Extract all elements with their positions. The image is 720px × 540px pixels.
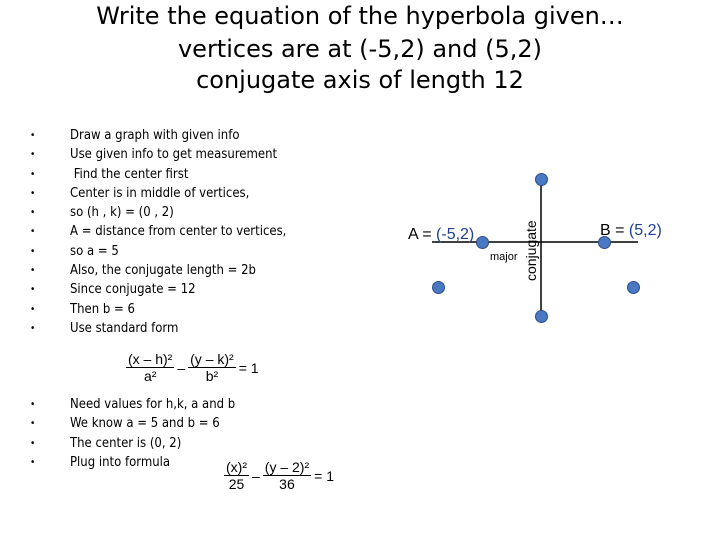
numerator: (x)² bbox=[226, 459, 247, 475]
step-item: • Find the center first bbox=[30, 165, 286, 184]
equals-one: = 1 bbox=[314, 467, 334, 484]
numerator: (y – k)² bbox=[190, 351, 234, 367]
extra-point bbox=[627, 281, 640, 294]
step-item: • Need values for h,k, a and b bbox=[30, 395, 235, 414]
step-item: • Then b = 6 bbox=[30, 300, 286, 319]
step-item: • so (h , k) = (0 , 2) bbox=[30, 203, 286, 222]
step-item: • so a = 5 bbox=[30, 242, 286, 261]
vertex-b-prefix: B = bbox=[600, 222, 629, 239]
step-item: • Plug into formula bbox=[30, 453, 235, 472]
vertex-b-label bbox=[600, 222, 662, 240]
step-item: • We know a = 5 and b = 6 bbox=[30, 414, 235, 433]
denominator: a² bbox=[143, 368, 157, 384]
vertex-a-label bbox=[408, 226, 474, 244]
step-item: • Also, the conjugate length = 2b bbox=[30, 261, 286, 280]
numerator: (y – 2)² bbox=[264, 459, 310, 475]
step-item: • Since conjugate = 12 bbox=[30, 280, 286, 299]
vertex-a-coords: (-5,2) bbox=[436, 226, 475, 243]
denominator: b² bbox=[205, 368, 219, 384]
conjugate-top-point bbox=[535, 173, 548, 186]
step-item: • The center is (0, 2) bbox=[30, 434, 235, 453]
title-line-1: Write the equation of the hyperbola given… bbox=[96, 2, 624, 30]
conjugate-bottom-point bbox=[535, 310, 548, 323]
step-item: • Center is in middle of vertices, bbox=[30, 184, 286, 203]
title-line-3: conjugate axis of length 12 bbox=[196, 66, 524, 94]
vertex-b-coords: (5,2) bbox=[628, 222, 662, 239]
equals-one: = 1 bbox=[238, 359, 259, 376]
vertex-a-prefix: A = bbox=[408, 226, 437, 243]
step-item: • Use standard form bbox=[30, 319, 286, 338]
denominator: 25 bbox=[228, 476, 245, 492]
step-item: • Use given info to get measurement bbox=[30, 145, 286, 164]
conjugate-axis-label: conjugate bbox=[523, 220, 539, 281]
major-axis-label: major bbox=[490, 251, 518, 263]
vertex-a-point bbox=[476, 236, 489, 249]
step-item: • A = distance from center to vertices, bbox=[30, 222, 286, 241]
minus-sign: – bbox=[177, 359, 186, 376]
minus-sign: – bbox=[252, 467, 260, 484]
extra-point bbox=[432, 281, 445, 294]
numerator: (x – h)² bbox=[128, 351, 173, 367]
denominator: 36 bbox=[279, 476, 295, 492]
step-item: • Draw a graph with given info bbox=[30, 126, 286, 145]
title-line-2: vertices are at (-5,2) and (5,2) bbox=[177, 35, 543, 63]
